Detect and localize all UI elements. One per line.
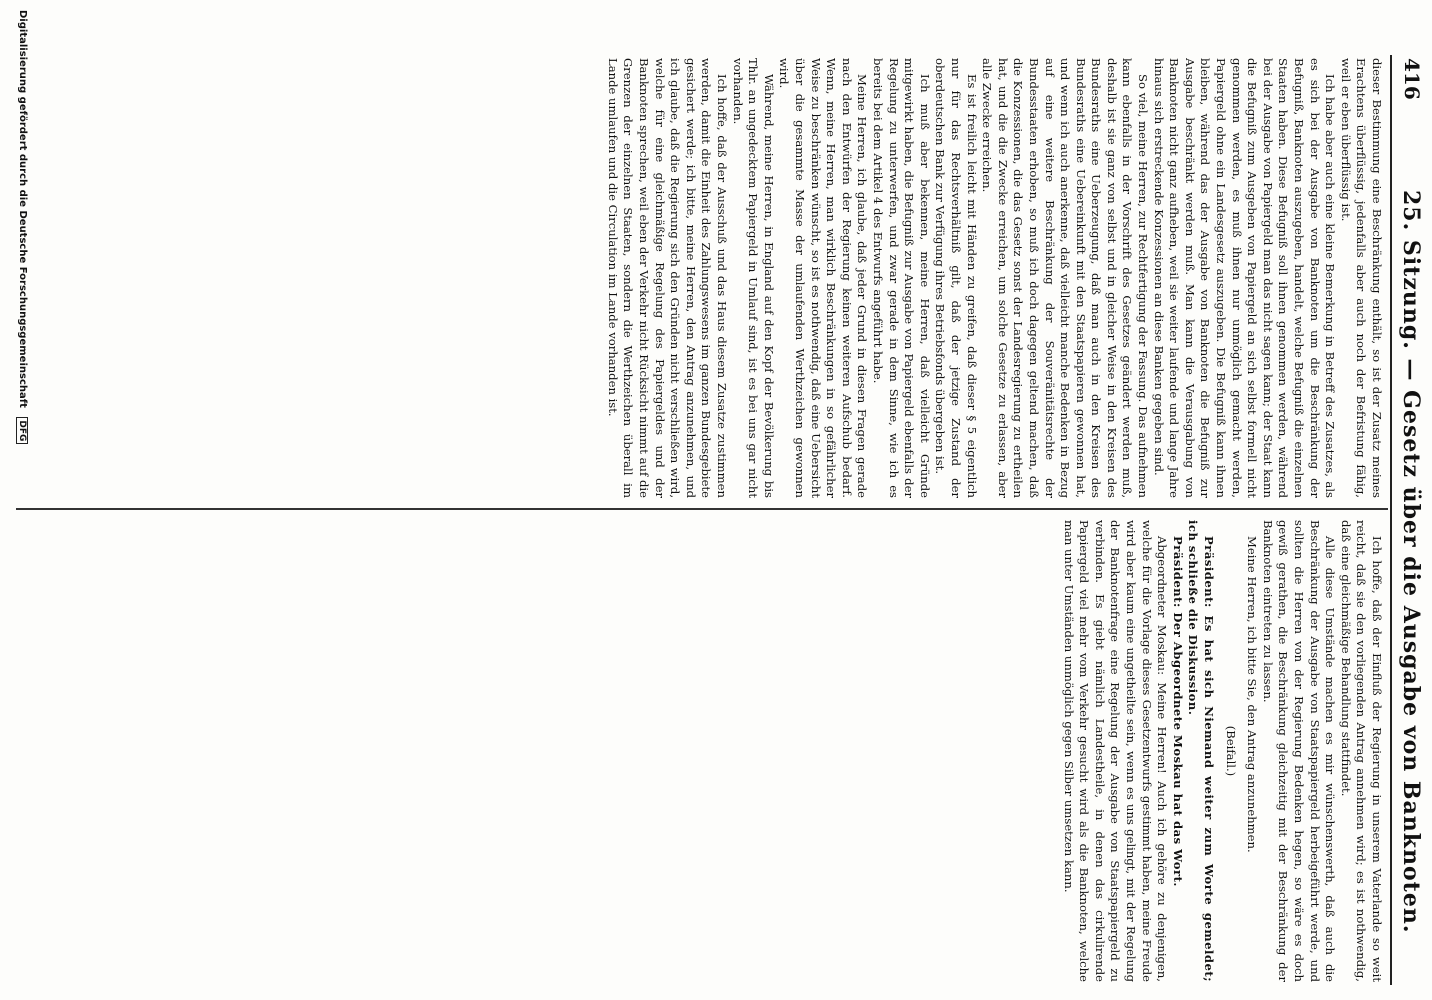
paragraph: So viel, meine Herren, zur Rechtfertigung der Fassung. Das aufnehmen kann ebenfalls in der Vorschrift des Gesetzes geändert werden muß, deshalb ist sie ganz von selbst und in gleicher Weise in den Kreisen des Bundesraths eine Ueberzeugung, daß man auch in den Kreisen des Bundesraths eine Uebereinkunft mit den Staatspapieren gewonnen hat, und wenn ich auch anerkenne, daß vielleicht manche Bedenken in Bezug auf eine weitere Beschränkung der Souveränitätsrechte der Bundesstaaten erhoben, so muß ich doch dagegen geltend machen, daß die Konzessionen, die das Gesetz sonst der Landesregierung zu ertheilen hat, und die die Zwecke erreichen, um solche Gesetze zu erlassen, aber alle Zwecke erreichen. — [980, 58, 1151, 498]
paragraph: Es ist freilich leicht mit Händen zu greifen, daß dieser § 5 eigentlich nur für das Rechtsverhältniß gilt, daß der jetzige Zustand der oberdeutschen Bank zur Verfügung ihres Betriebsfonds übergeben ist. — [933, 58, 979, 498]
paragraph: Abgeordneter Moskau: Meine Herren! Auch ich gehöre zu denjenigen, welche für die Vorlage dieses Gesetzentwurfs gestimmt haben, meine Freude wird aber kaum eine ungetheilte sein, wenn es uns gelingt, mit der Regelung der Banknotenfrage eine Regelung der Ausgabe von Staatspapiergeld zu verbinden. Es giebt nämlich Landestheile, in denen das cirkulirende Papiergeld viel mehr vom Verkehr gesucht wird als die Banknoten, welche man unter Umständen unmöglich gegen Silber umsetzen kann. — [1061, 520, 1170, 982]
paragraph: Während, meine Herren, in England auf den Kopf der Bevölkerung bis Thlr. an ungedecktem Papiergeld in Umlauf sind, ist es bei uns gar nicht vorhanden. — [730, 58, 776, 498]
column-divider — [16, 508, 1388, 510]
applause-note: (Beifall.) — [1223, 725, 1238, 777]
page-number: 416 — [1400, 58, 1424, 100]
paragraph: Ich muß aber bekennen, meine Herren, daß vielleicht Gründe mitgewirkt haben, die Befugniß zur Ausgabe von Papiergeld ebenfalls der Regelung zu unterwerfen, und zwar gerade in dem Sinne, wie ich es bereits bei dem Artikel 4 des Entwurfs angeführt habe. — [871, 58, 932, 498]
paragraph: Ich hoffe, daß der Ausschuß und das Haus diesem Zusatze zustimmen werden, damit die Einheit des Zahlungswesens im ganzen Bundesgebiete gesichert werde; ich bitte, meine Herren, den Antrag anzunehmen, und ich glaube, daß die Regierung sich den Gründen nicht verschließen wird, welche für eine gleichmäßige Regelung des Papiergeldes und der Banknoten sprechen, weil eben der Verkehr nicht Rücksicht nimmt auf die Grenzen der einzelnen Staaten, sondern die Werthzeichen überall im Lande umlaufen und die Circulation im Lande vorhanden ist. — [605, 58, 730, 498]
right-column — [564, 520, 1384, 982]
paragraph: dieser Bestimmung eine Beschränkung enthält, so ist der Zusatz meines Erachtens überflüssig, jedenfalls aber auch noch der Befristung fähig, weil er eben überflüssig ist. — [1338, 58, 1384, 498]
speaker-line: Präsident: Es hat sich Niemand weiter zum Worte gemeldet; ich schließe die Diskussion. — [1186, 520, 1217, 982]
left-column — [14, 58, 1384, 498]
paragraph: Meine Herren, ich bitte Sie, den Antrag anzunehmen. — [1245, 536, 1260, 853]
speaker-line: Präsident: Der Abgeordnete Moskau hat das Wort. — [1170, 536, 1185, 887]
paragraph: Ich habe aber auch eine kleine Bemerkung in Betreff des Zusatzes, als es sich bei der Ausgabe von Banknoten um die Beschränkung der Befugniß, Banknoten auszugeben, handelt, welche Befugniß die einzelnen Staaten haben. Diese Befugniß soll ihnen genommen werden, während bei der Ausgabe von Papiergeld man das nicht sagen kann; der Staat kann die Befugniß zum Ausgeben von Papiergeld an sich selbst formell nicht genommen werden, es muß ihnen nur unmöglich gemacht werden, Papiergeld ohne ein Landesgesetz auszugeben. Die Befugniß kann ihnen bleiben, während das der Ausgabe von Banknoten die Befugniß zur Ausgabe beschränkt werden muß. Man kann die Verausgabung von Banknoten nicht ganz aufheben, weil sie weiter laufende und lange Jahre hinaus sich erstreckende Konzessionen an diese Banken gegeben sind. — [1151, 58, 1338, 498]
paragraph: Meine Herren, ich glaube, daß jeder Grund in diesen Fragen gerade nach den Entwürfen der Regierung keinen weiteren Aufschub bedarf. Wenn, meine Herren, man wirklich Beschränkungen in so gefährlicher Weise zu beschränken wünscht, so ist es nothwendig, daß eine Uebersicht über die gesammte Masse der umlaufenden Werthzeichen gewonnen wird. — [777, 58, 870, 498]
paragraph: Alle diese Umstände machen es mir wünschenswerth, daß auch die Beschränkung der Ausgabe von Staatspapiergeld herbeigeführt werde, und sollten die Herren von der Regierung Bedenken hegen, so wäre es doch gewiß gerathen, die Beschränkung gleichzeitig mit der Beschränkung der Banknoten eintreten zu lassen. — [1260, 520, 1338, 982]
header-rule — [1390, 55, 1392, 985]
credit-text: Digitalisierung gefördert durch die Deutsche Forschungsgemeinschaft — [17, 10, 28, 408]
paragraph: Ich hoffe, daß der Einfluß der Regierung in unserem Vaterlande so weit reicht, daß sie den vorliegenden Antrag annehmen wird; es ist nothwendig, daß eine gleichmäßige Behandlung stattfindet. — [1338, 520, 1384, 982]
digitization-credit — [16, 10, 28, 990]
dfg-logo: DFG — [16, 417, 28, 444]
running-title: 25. Sitzung. — Gesetz über die Ausgabe von Banknoten. — [1398, 190, 1424, 934]
